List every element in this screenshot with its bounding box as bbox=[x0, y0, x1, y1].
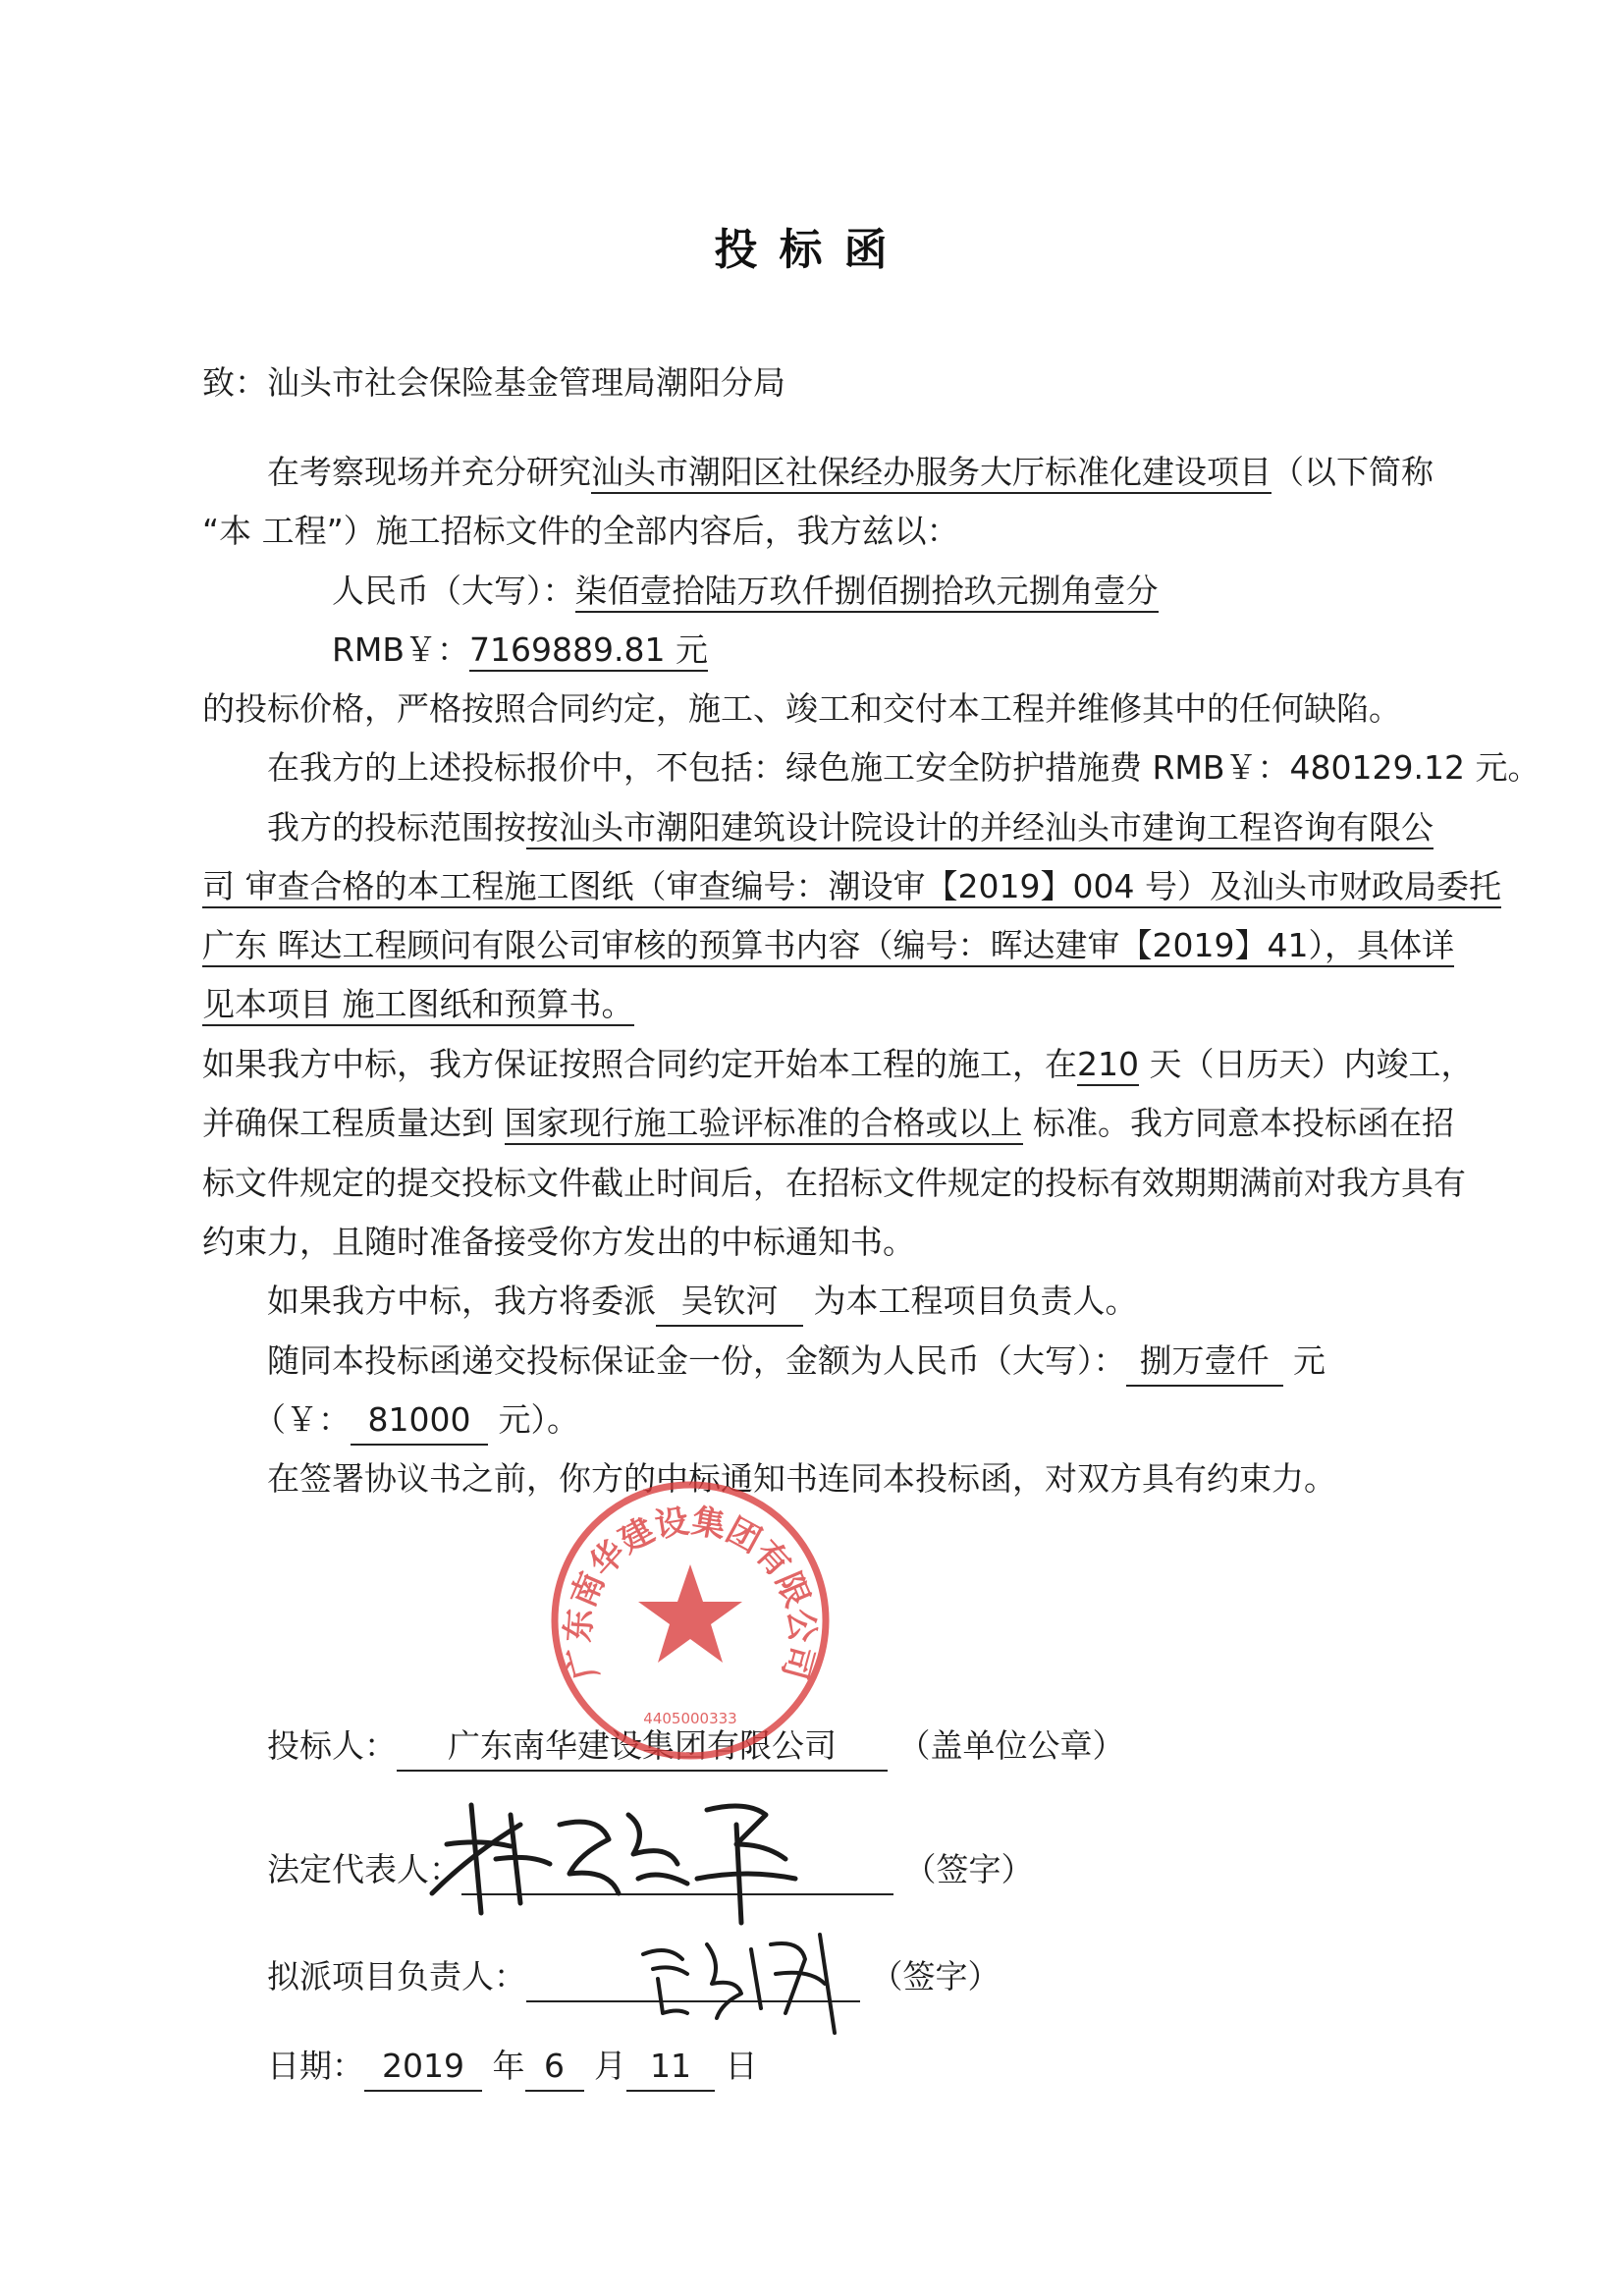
intro-line-1 bbox=[267, 449, 1434, 496]
manager-prefix: 如果我方中标，我方将委派 bbox=[267, 1282, 656, 1320]
scope-text-2: 司 审查合格的本工程施工图纸（审查编号：潮设审【2019】004 号）及汕头市财政局委托 bbox=[202, 867, 1501, 908]
recipient-line bbox=[202, 359, 785, 407]
date-year-unit: 年 bbox=[492, 2047, 525, 2085]
company-seal bbox=[548, 1478, 833, 1763]
bond-unit: 元 bbox=[1293, 1341, 1325, 1380]
intro-line-2: “本 工程”）施工招标文件的全部内容后，我方兹以： bbox=[202, 512, 959, 550]
award-line-1 bbox=[202, 1041, 1474, 1088]
bond-num-prefix: （￥： bbox=[253, 1400, 351, 1439]
seal-code: 4405000333 bbox=[643, 1710, 737, 1727]
binding-clause: 在签署协议书之前，你方的中标通知书连同本投标函，对双方具有约束力。 bbox=[267, 1459, 1336, 1498]
bond-cn-amount: 捌万壹仟 bbox=[1126, 1338, 1283, 1387]
date-line bbox=[267, 2043, 758, 2092]
price-num-label: RMB￥： bbox=[332, 630, 470, 669]
award-line2-prefix: 并确保工程质量达到 bbox=[202, 1104, 494, 1142]
bond-num-suffix: 元）。 bbox=[498, 1400, 579, 1439]
seal-star-icon bbox=[638, 1564, 742, 1663]
price-cn-line bbox=[332, 568, 1159, 615]
price-terms: 的投标价格，严格按照合同约定，施工、竣工和交付本工程并维修其中的任何缺陷。 bbox=[202, 689, 1401, 728]
seal-text: 广东南华建设集团有限公司 bbox=[559, 1502, 822, 1684]
intro-prefix: 在考察现场并充分研究 bbox=[267, 453, 591, 491]
award-part1: 如果我方中标，我方保证按照合同约定开始本工程的施工，在 bbox=[202, 1045, 1077, 1083]
bond-line-1 bbox=[267, 1338, 1325, 1387]
manager-name: 吴钦河 bbox=[656, 1278, 803, 1327]
price-num-amount: 7169889.81 元 bbox=[469, 630, 708, 672]
scope-line-2 bbox=[202, 863, 1501, 910]
manager-suffix: 为本工程项目负责人。 bbox=[813, 1282, 1138, 1320]
date-label: 日期： bbox=[267, 2047, 364, 2085]
bidder-label: 投标人： bbox=[267, 1726, 397, 1765]
recipient-name: 汕头市社会保险基金管理局潮阳分局 bbox=[267, 363, 785, 402]
scope-text-4: 见本项目 施工图纸和预算书。 bbox=[202, 985, 634, 1026]
award-part2: 天（日历天）内竣工， bbox=[1149, 1045, 1474, 1083]
legal-rep-label: 法定代表人： bbox=[267, 1850, 461, 1888]
scope-text-1: 按汕头市潮阳建筑设计院设计的并经汕头市建询工程咨询有限公 bbox=[526, 808, 1434, 849]
scope-line-4 bbox=[202, 981, 634, 1028]
award-line-2 bbox=[202, 1100, 1454, 1147]
date-month-unit: 月 bbox=[594, 2047, 626, 2085]
pm-label: 拟派项目负责人： bbox=[267, 1957, 526, 1995]
date-year: 2019 bbox=[364, 2043, 482, 2092]
legal-rep-note: （签字） bbox=[903, 1850, 1034, 1888]
bond-num-amount: 81000 bbox=[351, 1396, 488, 1446]
bidder-name: 广东南华建设集团有限公司 bbox=[397, 1722, 888, 1772]
scope-text-3: 广东 晖达工程顾问有限公司审核的预算书内容（编号：晖达建审【2019】41），具体详 bbox=[202, 926, 1454, 967]
quality-standard: 国家现行施工验评标准的合格或以上 bbox=[505, 1104, 1023, 1145]
exclusion-line: 在我方的上述投标报价中，不包括：绿色施工安全防护措施费 RMB￥：480129.12 元。 bbox=[267, 748, 1541, 787]
price-cn-amount: 柒佰壹拾陆万玖仟捌佰捌拾玖元捌角壹分 bbox=[575, 572, 1159, 613]
project-manager-signature bbox=[628, 1915, 854, 2043]
award-days: 210 bbox=[1077, 1045, 1139, 1086]
recipient-label: 致： bbox=[202, 363, 267, 402]
pm-note: （签字） bbox=[870, 1957, 1001, 1995]
manager-line bbox=[267, 1278, 1138, 1327]
project-name: 汕头市潮阳区社保经办服务大厅标准化建设项目 bbox=[591, 453, 1271, 494]
date-day-unit: 日 bbox=[725, 2047, 758, 2085]
price-cn-label: 人民币（大写）： bbox=[332, 572, 575, 610]
scope-prefix: 我方的投标范围按 bbox=[267, 808, 526, 847]
legal-rep-signature bbox=[412, 1785, 844, 1933]
award-line-3: 标文件规定的提交投标文件截止时间后，在招标文件规定的投标有效期期满前对我方具有 bbox=[202, 1164, 1466, 1202]
date-month: 6 bbox=[525, 2043, 584, 2092]
award-line-4: 约束力，且随时准备接受你方发出的中标通知书。 bbox=[202, 1223, 915, 1261]
date-day: 11 bbox=[626, 2043, 715, 2092]
intro-suffix: （以下简称 bbox=[1271, 453, 1434, 491]
award-line2-suffix: 标准。我方同意本投标函在招 bbox=[1033, 1104, 1454, 1142]
scope-line-3 bbox=[202, 922, 1454, 969]
bond-prefix: 随同本投标函递交投标保证金一份，金额为人民币（大写）： bbox=[267, 1341, 1126, 1380]
page-title: 投标函 bbox=[714, 225, 909, 275]
price-num-line bbox=[332, 627, 708, 674]
bond-line-2 bbox=[253, 1396, 579, 1446]
bidder-note: （盖单位公章） bbox=[897, 1726, 1125, 1765]
scope-line-1 bbox=[267, 804, 1434, 851]
